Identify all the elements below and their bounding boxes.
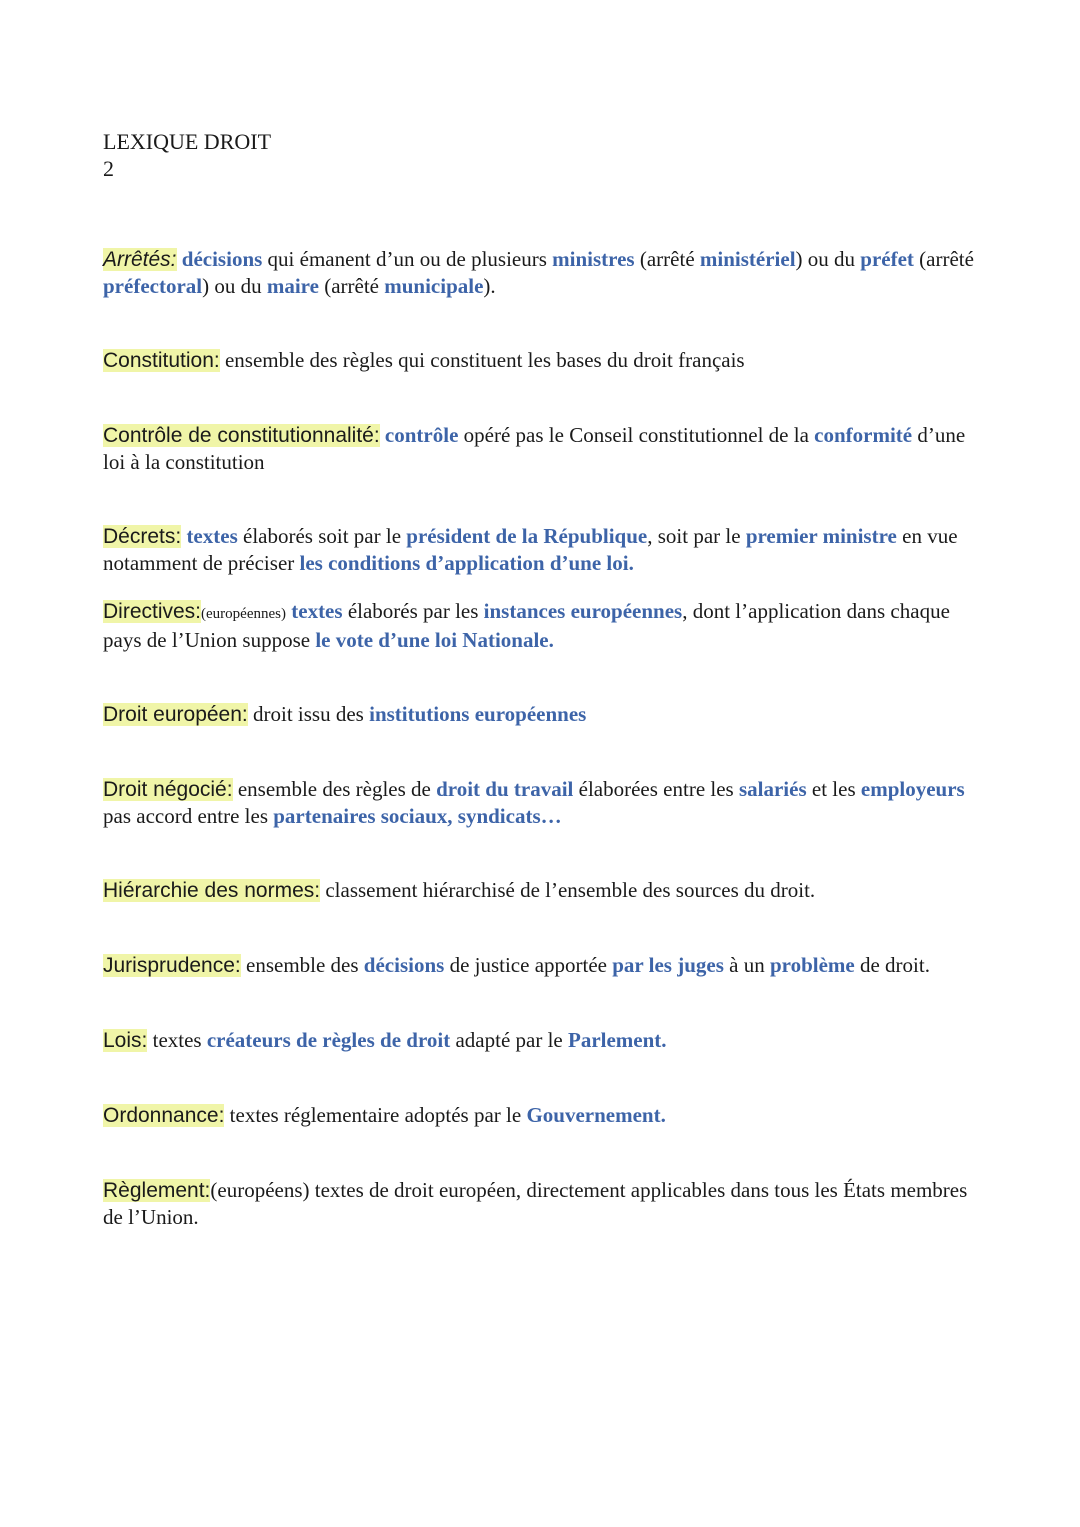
definition-text: (arrêté <box>913 247 974 271</box>
page-number: 2 <box>103 156 114 181</box>
definition-text: adapté par le <box>450 1028 568 1052</box>
highlighted-keyword: président de la République <box>406 524 648 548</box>
definition-text: , dont l’application dans chaque pays de l’Union suppose <box>103 599 950 652</box>
highlighted-keyword: créateurs de règles de droit <box>206 1028 451 1052</box>
definition-text: qui émanent d’un ou de plusieurs <box>262 247 553 271</box>
glossary-term: Constitution: <box>103 349 220 372</box>
highlighted-keyword: droit du travail <box>436 777 574 801</box>
glossary-term: Lois: <box>103 1029 148 1052</box>
highlighted-keyword: textes <box>186 524 238 548</box>
glossary-entry <box>103 347 983 374</box>
glossary-entry <box>103 1102 983 1129</box>
highlighted-keyword: partenaires sociaux, syndicats… <box>273 804 562 828</box>
document-title: LEXIQUE DROIT <box>103 129 272 154</box>
glossary-term: Hiérarchie des normes: <box>103 879 321 902</box>
highlighted-keyword: textes <box>291 599 343 623</box>
highlighted-keyword: décisions <box>181 247 263 271</box>
definition-text: ensemble des règles de <box>232 777 437 801</box>
highlighted-keyword: par les juges <box>612 953 724 977</box>
highlighted-keyword: institutions européennes <box>369 702 587 726</box>
glossary-entry <box>103 877 983 904</box>
highlighted-keyword: problème <box>769 953 855 977</box>
glossary-term: Jurisprudence: <box>103 954 241 977</box>
highlighted-keyword: conformité <box>814 423 913 447</box>
glossary-term: Arrêtés: <box>103 248 177 271</box>
glossary-entry <box>103 422 983 475</box>
glossary-entry <box>103 523 983 576</box>
highlighted-keyword: contrôle <box>384 423 459 447</box>
highlighted-keyword: Parlement. <box>568 1028 667 1052</box>
definition-text: classement hiérarchisé de l’ensemble des sources du droit. <box>320 878 816 902</box>
definition-text: pas accord entre les <box>103 804 274 828</box>
definition-text: de droit. <box>854 953 930 977</box>
definition-text: ) ou du <box>795 247 861 271</box>
definition-text: élaborés soit par le <box>237 524 407 548</box>
definition-text: en vue notamment de préciser <box>103 524 958 575</box>
glossary-entry <box>103 598 983 653</box>
definition-text: de justice apportée <box>444 953 613 977</box>
highlighted-keyword: municipale <box>384 274 484 298</box>
definition-text: (arrêté <box>318 274 385 298</box>
glossary-entry <box>103 1177 983 1230</box>
definition-text: (arrêté <box>634 247 700 271</box>
definition-text: élaborés par les <box>342 599 484 623</box>
highlighted-keyword: préfectoral <box>103 274 203 298</box>
glossary-term: Droit négocié: <box>103 778 233 801</box>
definition-text: droit issu des <box>247 702 370 726</box>
highlighted-keyword: Gouvernement. <box>526 1103 666 1127</box>
definition-text: opéré pas le Conseil constitutionnel de la <box>458 423 815 447</box>
term-qualifier: (européennes) <box>201 606 286 622</box>
document-page <box>103 128 983 1230</box>
highlighted-keyword: ministres <box>552 247 635 271</box>
definition-text: (européens) textes de droit européen, directement applicables dans tous les États membres de l’Union. <box>103 1178 968 1229</box>
definition-text: élaborées entre les <box>573 777 739 801</box>
glossary-entry <box>103 776 983 829</box>
highlighted-keyword: décisions <box>363 953 445 977</box>
highlighted-keyword: les conditions d’application d’une loi. <box>299 551 634 575</box>
highlighted-keyword: le vote d’une loi Nationale. <box>315 628 554 652</box>
highlighted-keyword: préfet <box>860 247 914 271</box>
highlighted-keyword: maire <box>266 274 319 298</box>
definition-text: textes réglementaire adoptés par le <box>224 1103 527 1127</box>
glossary-list <box>103 246 983 1230</box>
glossary-entry <box>103 246 983 299</box>
highlighted-keyword: premier ministre <box>745 524 897 548</box>
definition-text: ensemble des règles qui constituent les bases du droit français <box>219 348 745 372</box>
definition-text: ). <box>483 274 496 298</box>
glossary-entry <box>103 952 983 979</box>
glossary-entry <box>103 701 983 728</box>
definition-text: et les <box>806 777 861 801</box>
definition-text: ) ou du <box>202 274 267 298</box>
glossary-entry <box>103 1027 983 1054</box>
highlighted-keyword: salariés <box>738 777 807 801</box>
glossary-term: Contrôle de constitutionnalité: <box>103 424 380 447</box>
document-header <box>103 128 983 182</box>
glossary-term: Directives: <box>103 600 202 623</box>
glossary-term: Ordonnance: <box>103 1104 225 1127</box>
glossary-term: Décrets: <box>103 525 182 548</box>
glossary-term: Droit européen: <box>103 703 248 726</box>
glossary-term: Règlement: <box>103 1179 211 1202</box>
highlighted-keyword: instances européennes <box>483 599 683 623</box>
definition-text: textes <box>147 1028 207 1052</box>
highlighted-keyword: ministériel <box>699 247 796 271</box>
definition-text: , soit par le <box>647 524 746 548</box>
definition-text: d’une loi à la constitution <box>103 423 966 474</box>
definition-text: ensemble des <box>240 953 364 977</box>
highlighted-keyword: employeurs <box>860 777 965 801</box>
definition-text: à un <box>723 953 770 977</box>
